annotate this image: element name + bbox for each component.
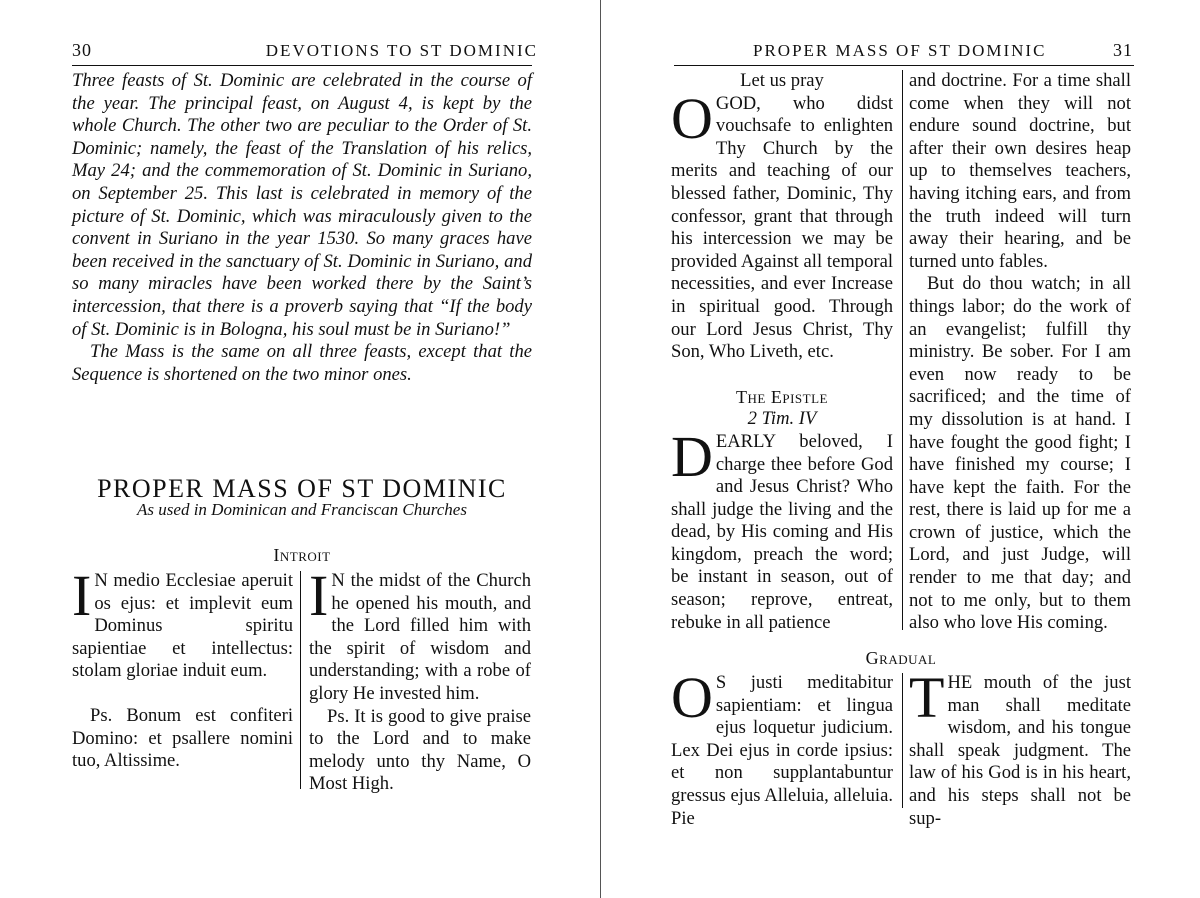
epistle-reference: 2 Tim. IV (747, 408, 817, 430)
epistle-column-rule (902, 70, 903, 630)
right-left-column (671, 70, 893, 634)
introit-latin-text: N medio Ecclesiae aperuit os ejus: et implevit eum Dominus spiritu sapientiae et intellectus: stolam gloriae induit eum. (72, 570, 293, 682)
gradual-latin-column (671, 665, 893, 830)
right-running-head (673, 40, 1133, 64)
left-page-number: 30 (72, 40, 92, 60)
introit-english-psalm: Ps. It is good to give praise to the Lord and to make melody unto thy Name, O Most High. (309, 705, 531, 795)
introit-heading: Introit (273, 545, 331, 565)
epistle-text-part-1: EARLY beloved, I charge thee before God and Jesus Christ? Who shall judge the living and the dead, by His coming and His kingdom, preach the word; be instant in season, out of season; reprove, entreat, rebuke in all patience (671, 430, 893, 633)
introit-column-rule (300, 571, 301, 789)
introit-latin-psalm: Ps. Bonum est confiteri Domino: et psallere nomini tuo, Altissime. (72, 704, 293, 772)
let-us-pray: Let us pray (740, 70, 824, 91)
epistle-text-part-2: and doctrine. For a time shall come when they will not endure sound doctrine, but after their own desires heap up to themselves teachers, having itching ears, and from the truth indeed will turn away their hearing, and be turned unto fables. (909, 70, 1131, 272)
gradual-column-rule (902, 673, 903, 808)
left-header-rule (72, 65, 532, 66)
introit-english-dropcap: I (309, 563, 329, 628)
prayer-dropcap: O (671, 85, 713, 151)
gradual-latin-text: S justi meditabitur sapientiam: et lingua ejus loquetur judicium. Lex Dei ejus in corde ipsius: et non supplantabuntur gressus ejus Alleluia, alleluia. Pie (671, 672, 893, 829)
gradual-english-text: HE mouth of the just man shall meditate wisdom, and his tongue shall speak judgment. The law of his God is in his heart, and his steps shall not be sup- (909, 672, 1131, 829)
epistle-heading: The Epistle (736, 386, 828, 407)
gradual-english-dropcap: T (909, 665, 945, 730)
right-page (601, 0, 1200, 898)
introit-latin-column (72, 563, 293, 773)
right-right-column (909, 70, 1131, 635)
right-header-rule (674, 65, 1134, 66)
intro-text (72, 70, 532, 386)
epistle-text-part-3: But do thou watch; in all things labor; do the work of an evangelist; fulfill thy ministry. Be sober. For I am even now ready to be sacrificed; and the time of my dissolution is at hand. I have fought the good fight; I have finished my course; I have kept the faith. For the rest, there is laid up for me a crown of justice, which the Lord, and just Judge, will render to me that day; and not to me only, but to them also who love His coming. (909, 273, 1131, 634)
right-running-title: PROPER MASS OF ST DOMINIC (753, 41, 1047, 60)
gradual-heading: Gradual (865, 648, 937, 668)
gradual-latin-dropcap: O (671, 665, 713, 730)
intro-paragraph-1: Three feasts of St. Dominic are celebrated in the course of the year. The principal feast, on August 4, is kept by the whole Church. The other two are peculiar to the Order of St. Dominic; namely, the feast of the Translation of his relics, May 24; and the commemoration of St. Dominic in Suriano, on September 25. This last is celebrated in memory of the picture of St. Dominic, which was miraculously given to the convent in Suriano in the year 1530. So many graces have been received in the sanctuary of St. Dominic in Suriano, and so many miracles have been worked there by the Saint’s intercession, that there is a proverb saying that “If the body of St. Dominic is in Bologna, his soul must be in Suriano!” (72, 70, 532, 340)
right-page-number: 31 (1113, 40, 1133, 60)
mass-title: PROPER MASS OF ST DOMINIC (97, 474, 507, 503)
epistle-dropcap: D (671, 423, 713, 489)
gradual-english-column (909, 665, 1131, 830)
intro-paragraph-2: The Mass is the same on all three feasts, except that the Sequence is shortened on the two minor ones. (72, 341, 532, 385)
left-running-head (72, 40, 538, 64)
introit-english-text: N the midst of the Church he opened his mouth, and the Lord filled him with the spirit of wisdom and understanding; with a robe of glory He invested him. (309, 570, 531, 704)
introit-english-column (309, 563, 531, 796)
mass-subtitle: As used in Dominican and Franciscan Churches (137, 500, 467, 519)
left-running-title: DEVOTIONS TO ST DOMINIC (265, 41, 538, 60)
prayer-text: GOD, who didst vouchsafe to enlighten Thy Church by the merits and teaching of our blessed father, Dominic, Thy confessor, grant that through his intercession we may be provided Against all temporal necessities, and ever Increase in spiritual good. Through our Lord Jesus Christ, Thy Son, Who Liveth, etc. (671, 92, 893, 363)
introit-latin-dropcap: I (72, 563, 92, 628)
